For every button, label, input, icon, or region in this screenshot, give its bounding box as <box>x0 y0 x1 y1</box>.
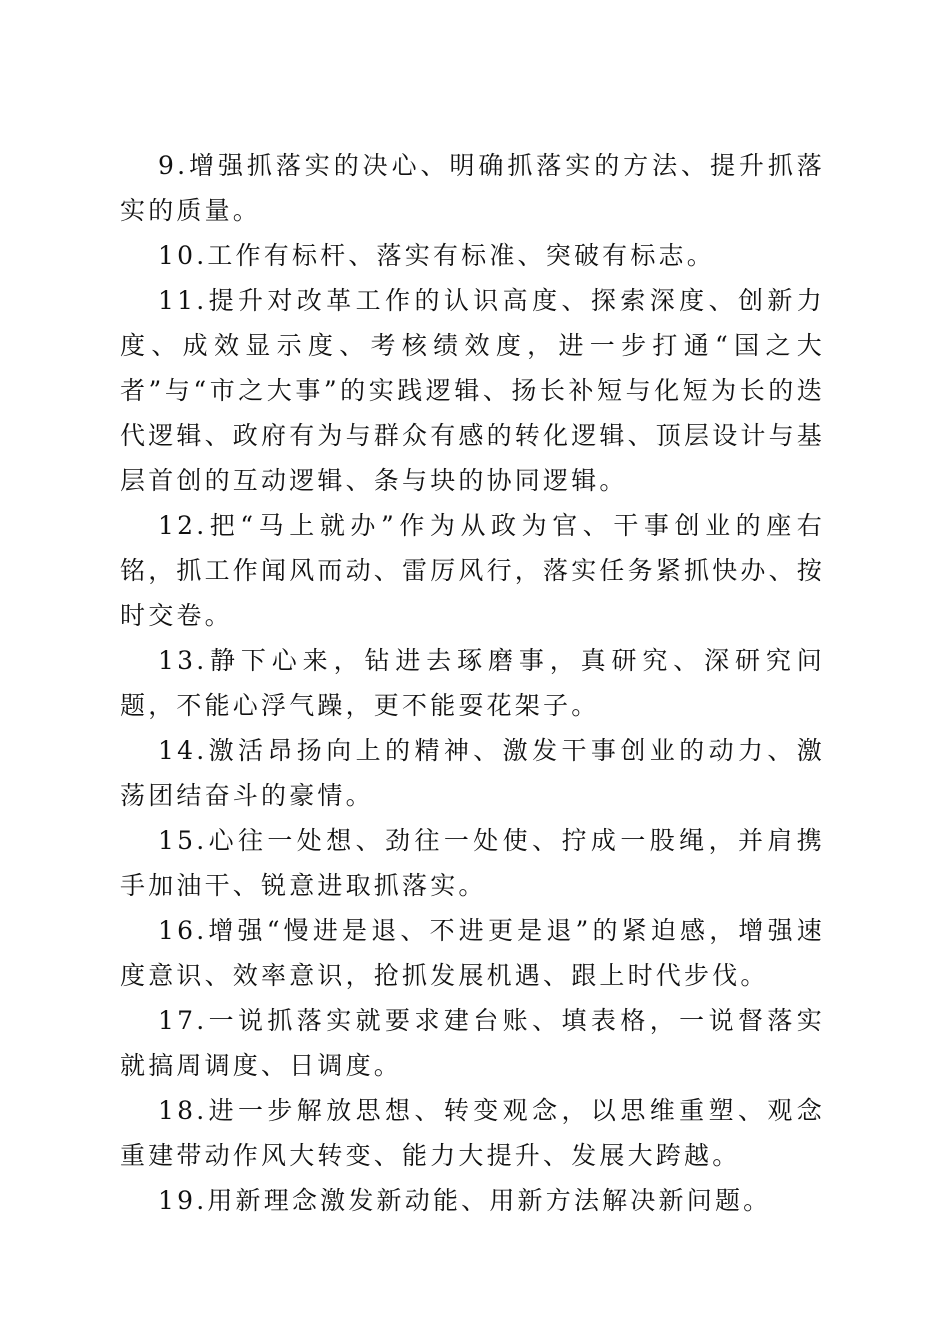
document-body <box>120 143 825 1223</box>
list-item-14: 14.激活昂扬向上的精神、激发干事创业的动力、激荡团结奋斗的豪情。 <box>120 736 825 810</box>
list-item-13: 13.静下心来，钻进去琢磨事，真研究、深研究问题，不能心浮气躁，更不能耍花架子。 <box>120 646 825 720</box>
list-item-9: 9.增强抓落实的决心、明确抓落实的方法、提升抓落实的质量。 <box>120 151 825 225</box>
list-item-19: 19.用新理念激发新动能、用新方法解决新问题。 <box>158 1186 772 1215</box>
list-item-12: 12.把“马上就办”作为从政为官、干事创业的座右铭，抓工作闻风而动、雷厉风行，落实任务紧抓快办、按时交卷。 <box>120 511 826 630</box>
list-item-16: 16.增强“慢进是退、不进更是退”的紧迫感，增强速度意识、效率意识，抢抓发展机遇、跟上时代步伐。 <box>120 916 825 990</box>
list-item-15: 15.心往一处想、劲往一处使、拧成一股绳，并肩携手加油干、锐意进取抓落实。 <box>120 826 825 900</box>
list-item-10: 10.工作有标杆、落实有标准、突破有标志。 <box>158 241 715 270</box>
list-item-11: 11.提升对改革工作的认识高度、探索深度、创新力度、成效显示度、考核绩效度，进一步打通“国之大者”与“市之大事”的实践逻辑、扬长补短与化短为长的迭代逻辑、政府有为与群众有感的转化逻辑、顶层设计与基层首创的互动逻辑、条与块的协同逻辑。 <box>120 286 826 495</box>
list-item-18: 18.进一步解放思想、转变观念，以思维重塑、观念重建带动作风大转变、能力大提升、发展大跨越。 <box>120 1096 825 1170</box>
list-item-17: 17.一说抓落实就要求建台账、填表格，一说督落实就搞周调度、日调度。 <box>120 1006 825 1080</box>
